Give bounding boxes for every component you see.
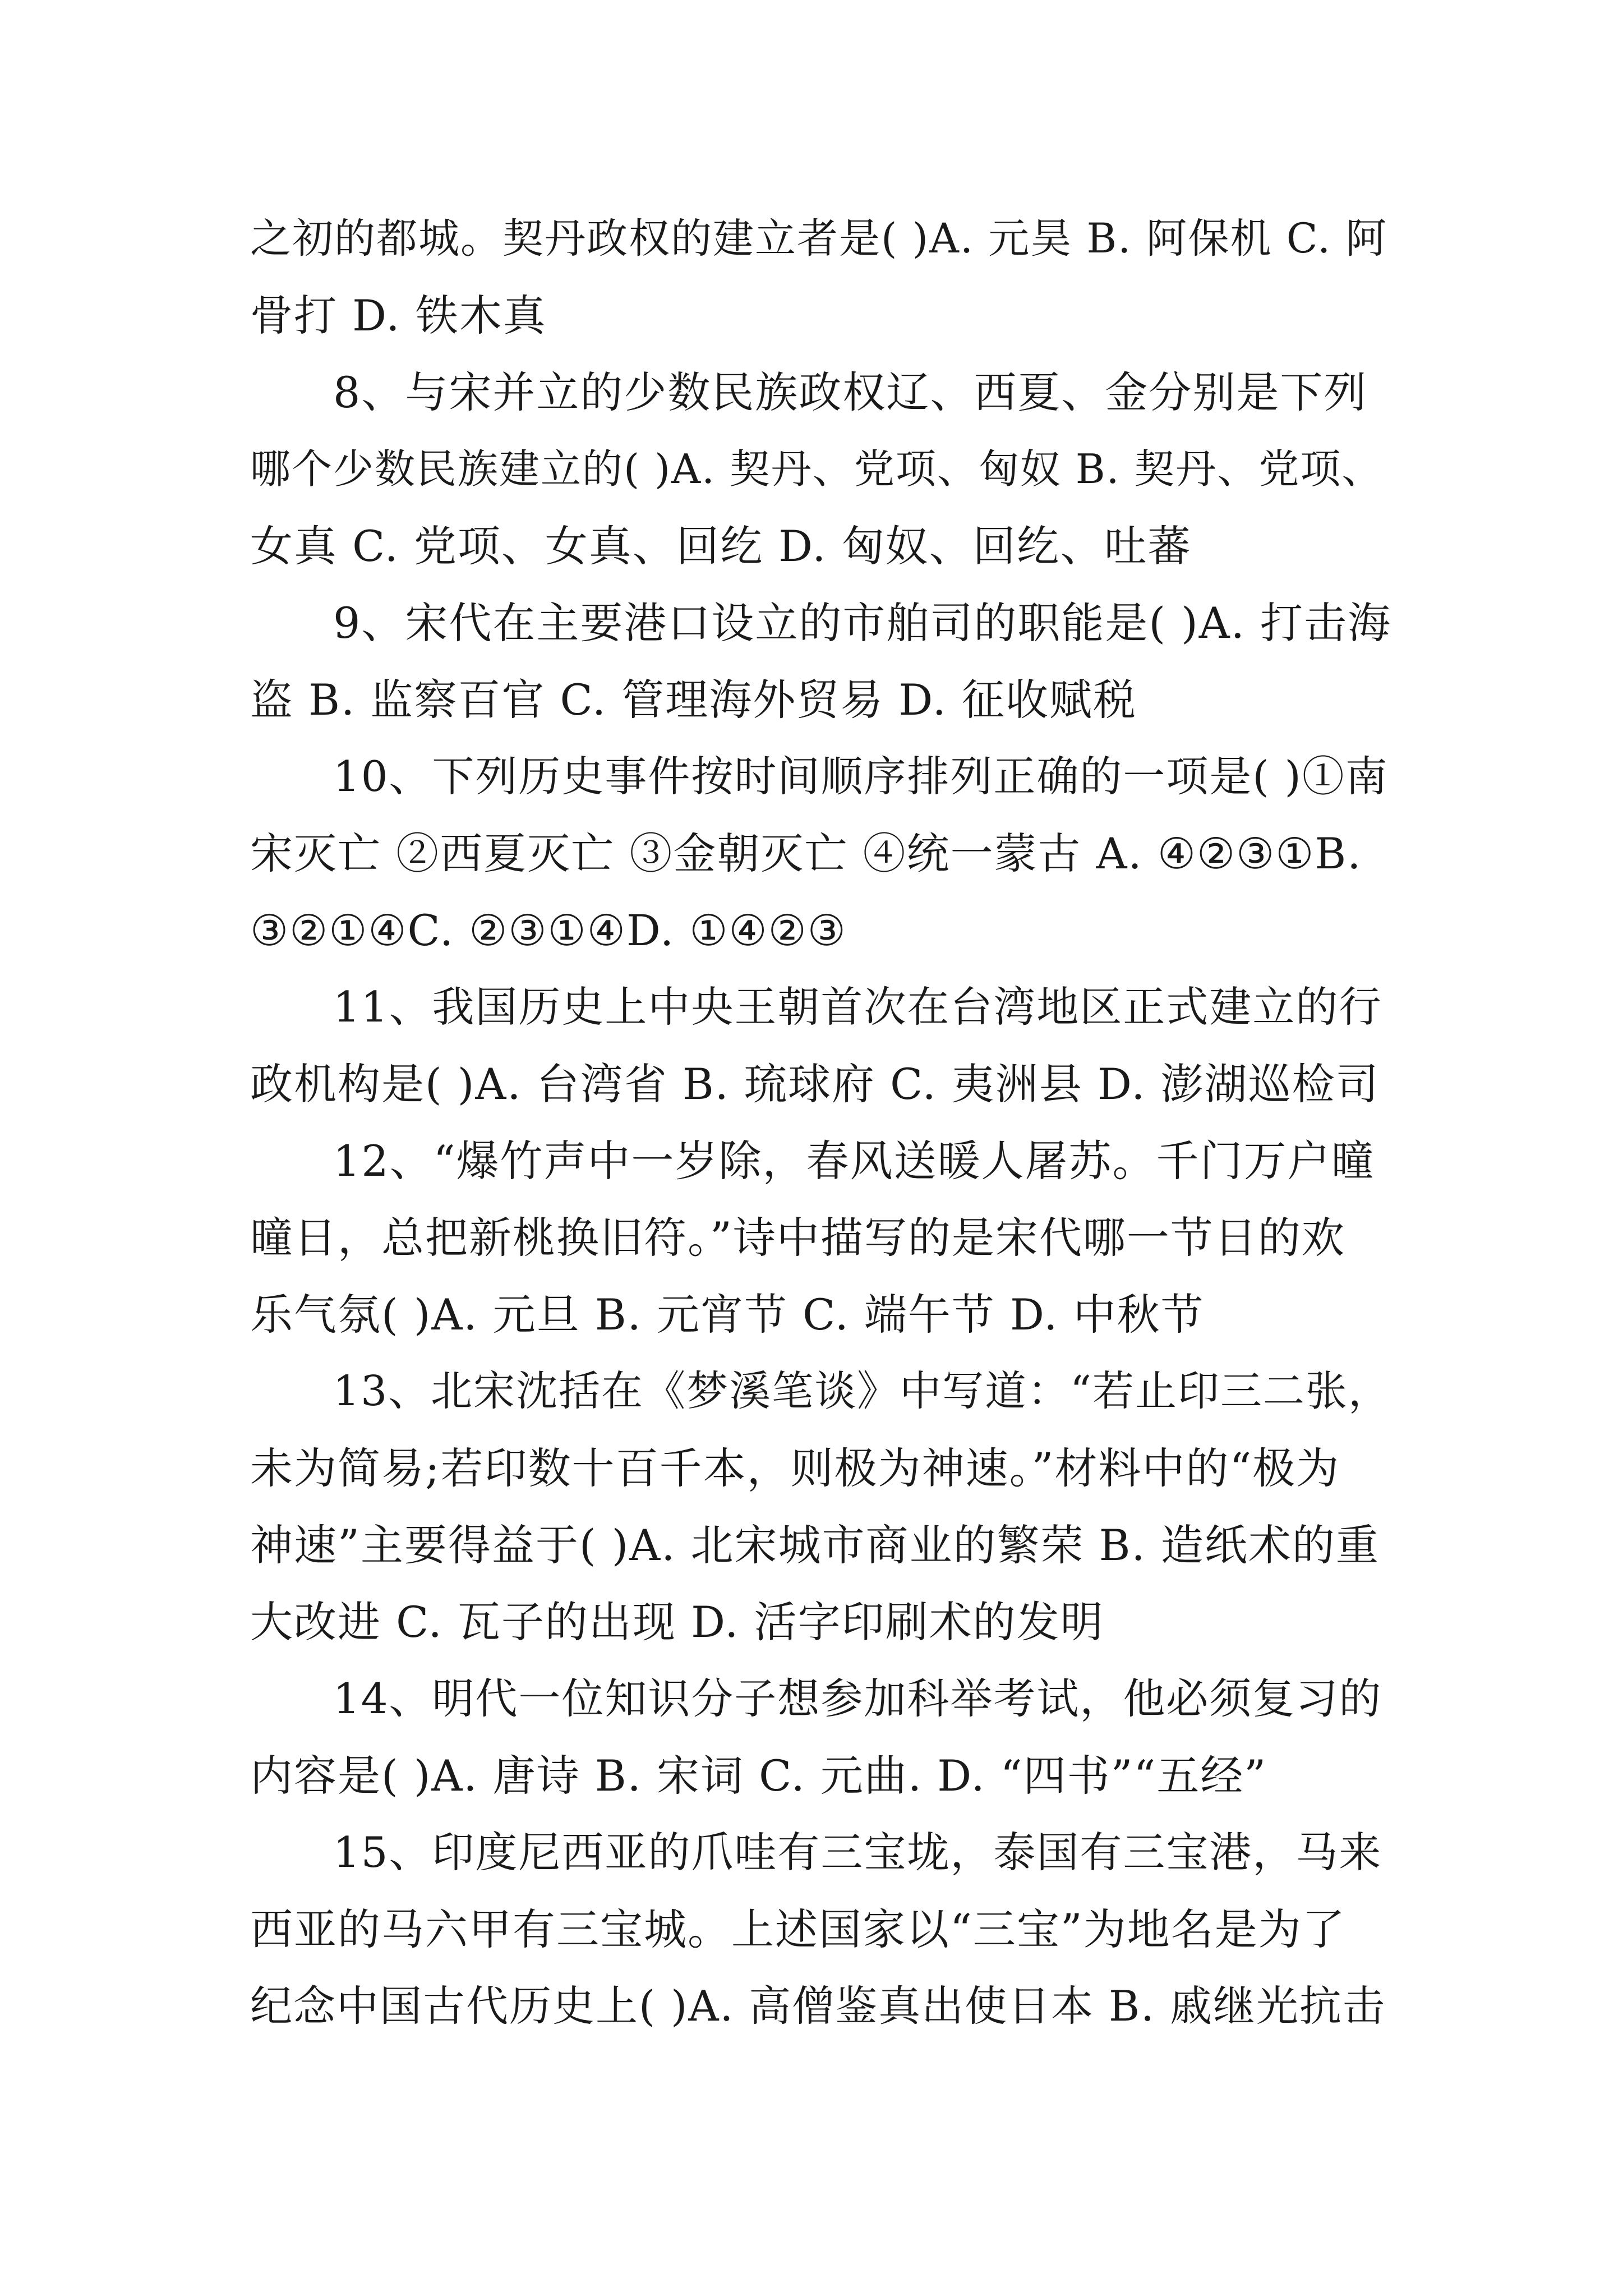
- text-line: 9、宋代在主要港口设立的市舶司的职能是( )A. 打击海: [333, 598, 1392, 648]
- text-line: 骨打 D. 铁木真: [250, 291, 547, 341]
- text-line: 哪个少数民族建立的( )A. 契丹、党项、匈奴 B. 契丹、党项、: [250, 445, 1384, 493]
- text-line: 乐气氛( )A. 元旦 B. 元宵节 C. 端午节 D. 中秋节: [250, 1290, 1205, 1340]
- text-line: 宋灭亡 ②西夏灭亡 ③金朝灭亡 ④统一蒙古 A. ④②③①B.: [250, 829, 1362, 878]
- text-line: 8、与宋并立的少数民族政权辽、西夏、金分别是下列: [333, 367, 1368, 417]
- question-text-block: [250, 200, 1394, 2045]
- text-line: 12、“爆竹声中一岁除，春风送暖人屠苏。千门万户曈: [333, 1136, 1375, 1186]
- text-line: 13、北宋沈括在《梦溪笔谈》中写道：“若止印三二张，: [333, 1367, 1391, 1415]
- text-line: 10、下列历史事件按时间顺序排列正确的一项是( )①南: [333, 752, 1389, 801]
- text-line: 纪念中国古代历史上( )A. 高僧鉴真出使日本 B. 戚继光抗击: [250, 1981, 1386, 2031]
- text-line: 盗 B. 监察百官 C. 管理海外贸易 D. 征收赋税: [250, 675, 1137, 725]
- text-line: 之初的都城。契丹政权的建立者是( )A. 元昊 B. 阿保机 C. 阿: [250, 215, 1388, 263]
- text-line: 政机构是( )A. 台湾省 B. 琉球府 C. 夷洲县 D. 澎湖巡检司: [250, 1059, 1380, 1109]
- text-line: ③②①④C. ②③①④D. ①④②③: [250, 905, 847, 955]
- text-line: 曈日，总把新桃换旧符。”诗中描写的是宋代哪一节日的欢: [250, 1213, 1345, 1263]
- text-line: 内容是( )A. 唐诗 B. 宋词 C. 元曲. D. “四书”“五经”: [250, 1751, 1267, 1801]
- text-line: 14、明代一位知识分子想参加科举考试，他必须复习的: [333, 1674, 1382, 1723]
- text-line: 15、印度尼西亚的爪哇有三宝垅，泰国有三宝港，马来: [333, 1828, 1382, 1877]
- text-line: 未为简易;若印数十百千本，则极为神速。”材料中的“极为: [250, 1443, 1340, 1493]
- text-line: 11、我国历史上中央王朝首次在台湾地区正式建立的行: [333, 982, 1382, 1032]
- text-line: 神速”主要得益于( )A. 北宋城市商业的繁荣 B. 造纸术的重: [250, 1520, 1380, 1570]
- text-line: 大改进 C. 瓦子的出现 D. 活字印刷术的发明: [250, 1597, 1104, 1647]
- text-line: 女真 C. 党项、女真、回纥 D. 匈奴、回纥、吐蕃: [250, 521, 1192, 571]
- text-line: 西亚的马六甲有三宝城。上述国家以“三宝”为地名是为了: [250, 1904, 1346, 1954]
